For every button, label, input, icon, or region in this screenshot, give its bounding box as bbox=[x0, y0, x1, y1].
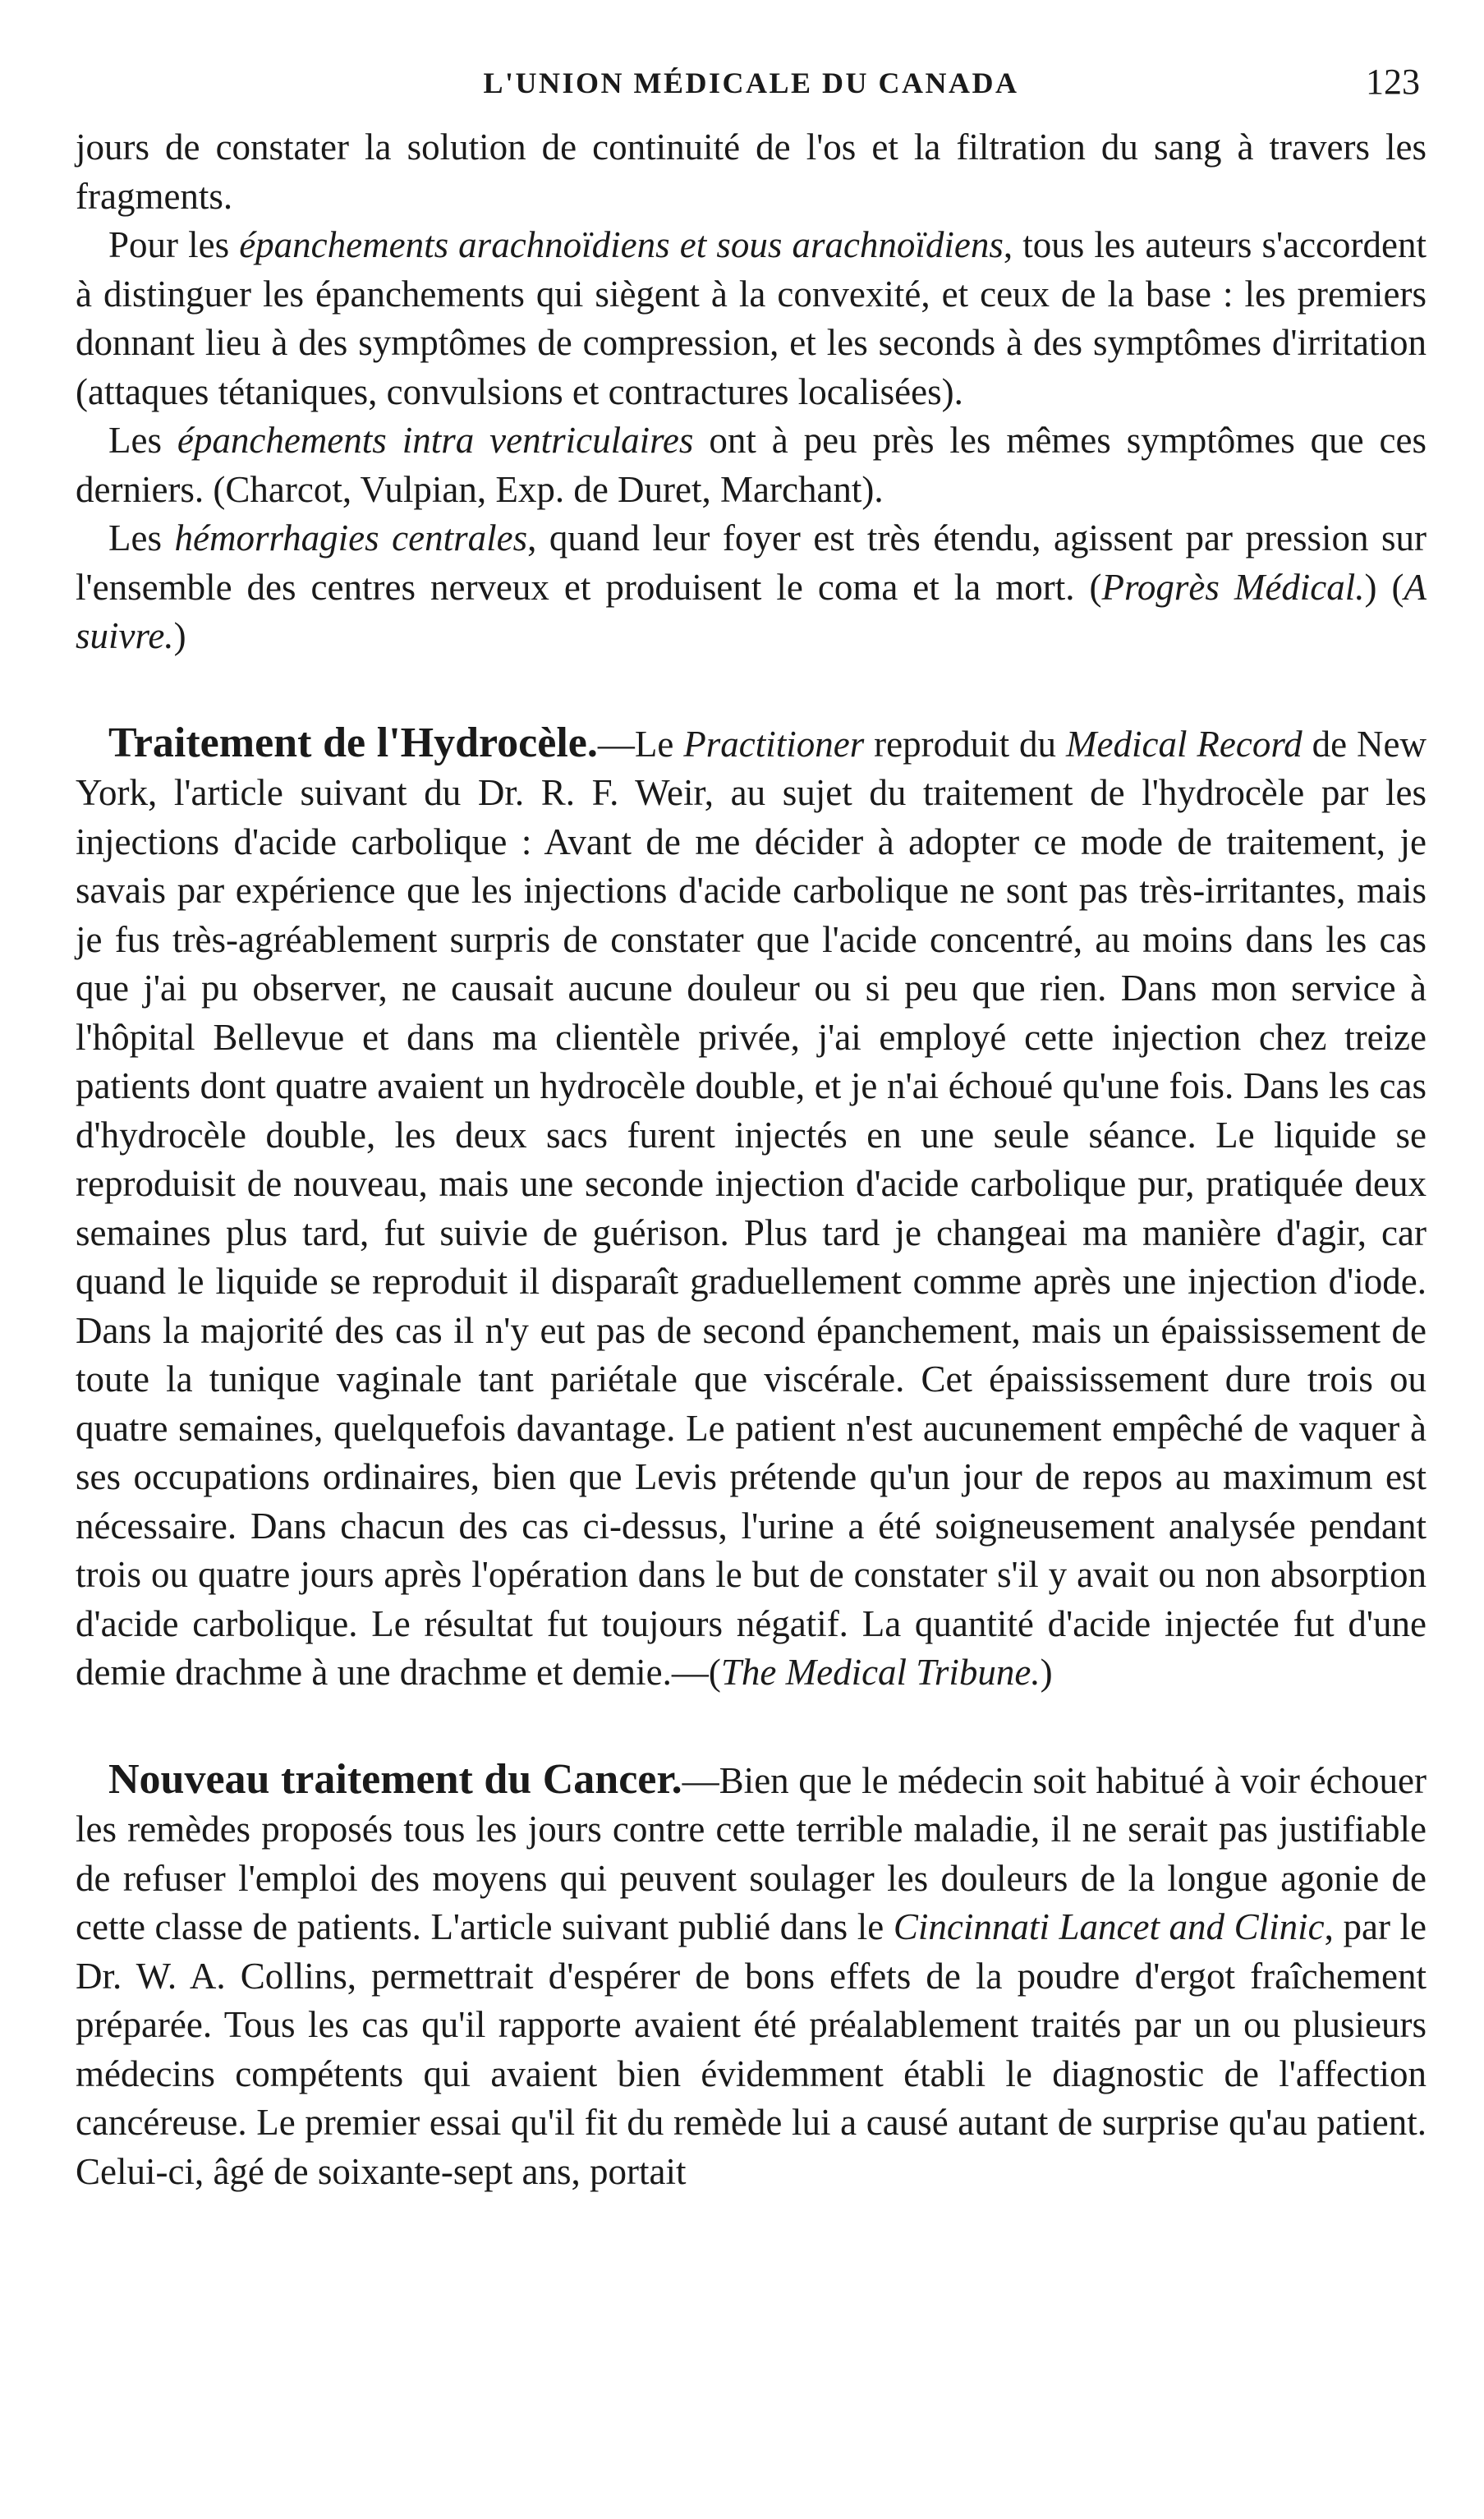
paragraph-intraventriculaires bbox=[76, 416, 1427, 514]
text: , tous les auteurs s'accordent à distinguer les épanchements qui siègent à la convexité, et ceux de la base : les premiers donnant lieu à des symptômes de compression, et les seconds à des symptômes d'irritation (attaques tétaniques, convulsions et contractures localisées). bbox=[76, 224, 1427, 412]
paragraph-hemorrhagies bbox=[76, 514, 1427, 661]
text: Les bbox=[108, 517, 175, 559]
text: ont à peu près les mêmes symptômes que ces derniers. (Charcot, Vulpian, Exp. de Duret, Marchant). bbox=[76, 420, 1427, 510]
text: Pour les bbox=[108, 224, 240, 265]
running-head bbox=[76, 57, 1427, 123]
section-cancer bbox=[76, 1755, 1427, 2197]
citation-source: Progrès Médical. bbox=[1101, 566, 1365, 608]
citation-source: The Medical Tribune. bbox=[720, 1652, 1041, 1693]
section-title-cancer: Nouveau traitement du Cancer. bbox=[108, 1755, 682, 1803]
text: Les bbox=[108, 420, 177, 461]
journal-name: Cincinnati Lancet and Clinic bbox=[893, 1906, 1325, 1947]
text: —Le bbox=[597, 723, 684, 765]
text: , quand leur foyer est très étendu, agissent par pression sur l'ensemble des centres nerveux et produisent le coma et la mort. ( bbox=[76, 517, 1427, 608]
text: reproduit du bbox=[864, 723, 1067, 765]
text: jours de constater la solution de continuité de l'os et la filtration du sang à travers les fragments. bbox=[76, 126, 1427, 217]
running-title: L'UNION MÉDICALE DU CANADA bbox=[483, 67, 1019, 99]
text: , par le Dr. W. A. Collins, permettrait d'espérer de bons effets de la poudre d'ergot fraîchement préparée. Tous les cas qu'il rapporte avaient été préalablement traités par un ou plusieurs médecins compétents qui avaient bien évidemment établi le diagnostic de l'affection cancéreuse. Le premier essai qu'il fit du remède lui a causé autant de surprise qu'au patient. Celui-ci, âgé de soixante-sept ans, portait bbox=[76, 1906, 1427, 2192]
page-number: 123 bbox=[1366, 62, 1420, 102]
section-title-hydrocele: Traitement de l'Hydrocèle. bbox=[108, 719, 598, 766]
text: —Bien que le médecin soit habitué à voir échouer les remèdes proposés tous les jours contre cette terrible maladie, il ne serait pas justifiable de refuser l'emploi des moyens qui peuvent soulager les douleurs de la longue agonie de cette classe de patients. L'article suivant publié dans le bbox=[76, 1759, 1427, 1947]
italic-term: épanchements intra ventriculaires bbox=[177, 420, 694, 461]
text: de New York, l'article suivant du Dr. R. F. Weir, au sujet du traitement de l'hydrocèle par les injections d'acide carbolique : Avant de me décider à adopter ce mode de traitement, je savais par expérience que les injections d'acide carbolique ne sont pas très-irritantes, mais je fus très-agréablement surpris de constater que l'acide concentré, au moins dans les cas que j'ai pu observer, ne causait aucune douleur ou si peu que rien. Dans mon service à l'hôpital Bellevue et dans ma clientèle privée, j'ai employé cette injection chez treize patients dont quatre avaient un hydrocèle double, et je n'ai échoué qu'une fois. Dans les cas d'hydrocèle double, les deux sacs furent injectés en une seule séance. Le liquide se reproduisit de nouveau, mais une seconde injection d'acide carbolique pur, pratiquée deux semaines plus tard, fut suivie de guérison. Plus tard je changeai ma manière d'agir, car quand le liquide se reproduit il disparaît graduellement comme après une injection d'iode. Dans la majorité des cas il n'y eut pas de second épanchement, mais un épaississement de toute la tunique vaginale tant pariétale que viscérale. Cet épaississement dure trois ou quatre semaines, quelquefois davantage. Le patient n'est aucunement empêché de vaquer à ses occupations ordinaires, bien que Levis prétende qu'un jour de repos au maximum est nécessaire. Dans chacun des cas ci-dessus, l'urine a été soigneusement analysée pendant trois ou quatre jours après l'opération dans le but de constater s'il y avait ou non absorption d'acide carbolique. Le résultat fut toujours négatif. La quantité d'acide injectée fut d'une demie drachme à une drachme et demie.—( bbox=[76, 723, 1427, 1693]
journal-name: Practitioner bbox=[683, 723, 865, 765]
paragraph-epanchements bbox=[76, 221, 1427, 416]
text: ) ( bbox=[1364, 566, 1404, 608]
continuation-note: A suivre. bbox=[76, 566, 1427, 656]
text: ) bbox=[173, 615, 186, 656]
section-hydrocele bbox=[76, 719, 1427, 1698]
italic-term: épanchements arachnoïdiens et sous arachnoïdiens bbox=[239, 224, 1004, 265]
text: ) bbox=[1040, 1652, 1053, 1693]
article-body bbox=[76, 123, 1427, 2196]
journal-name: Medical Record bbox=[1066, 723, 1303, 765]
italic-term: hémorrhagies centrales bbox=[174, 517, 528, 559]
paragraph-continued bbox=[76, 123, 1427, 221]
